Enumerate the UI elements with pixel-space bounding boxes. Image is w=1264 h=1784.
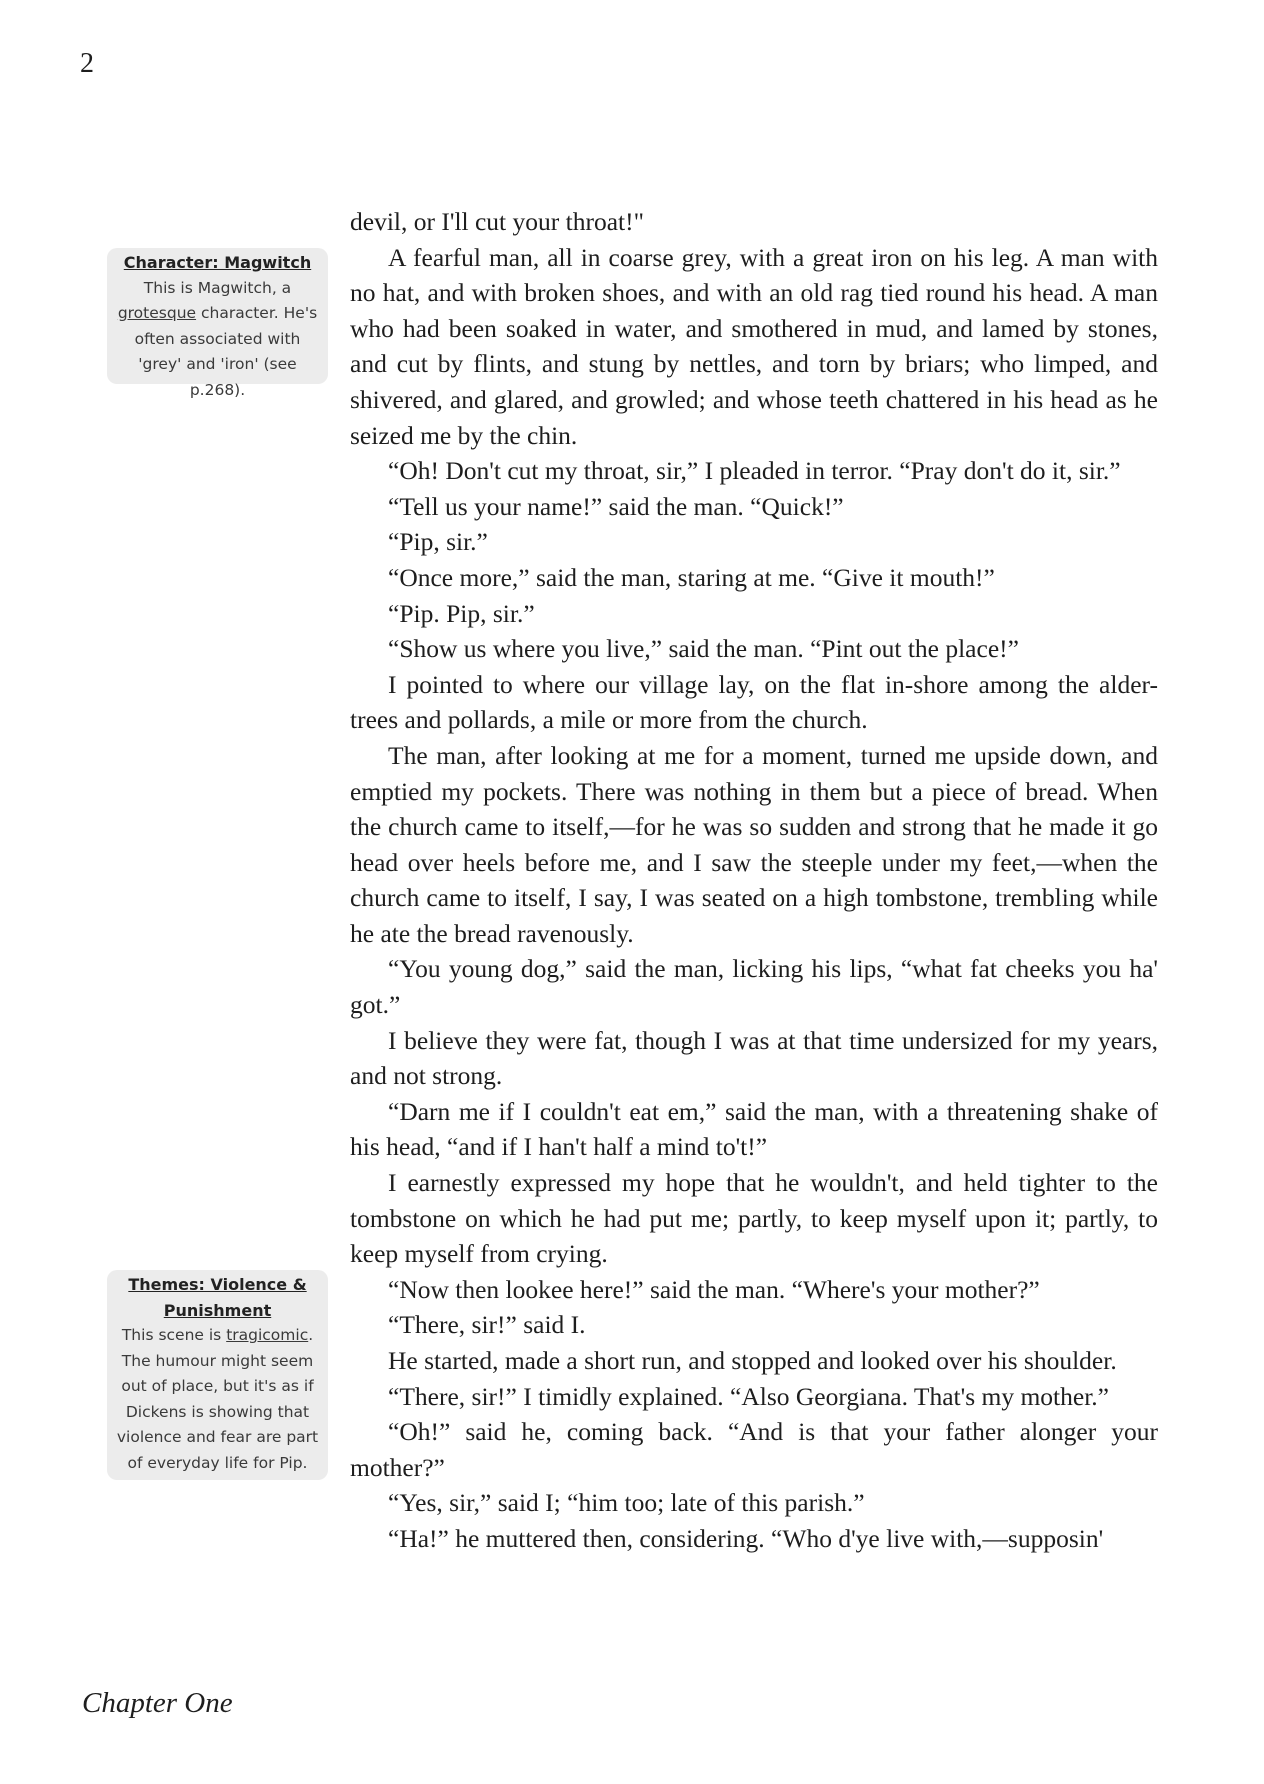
margin-note-title: Themes: Violence & Punishment xyxy=(128,1275,307,1320)
body-text xyxy=(350,204,1158,1557)
margin-note-text-start: This scene is xyxy=(121,1326,227,1344)
margin-note-text-start: This is Magwitch, a xyxy=(143,278,292,297)
paragraph: devil, or I'll cut your throat!" xyxy=(350,207,645,236)
margin-note-term: tragicomic xyxy=(226,1326,309,1344)
paragraph: “There, sir!” said I. xyxy=(388,1310,586,1340)
margin-note-character-magwitch xyxy=(107,248,328,399)
paragraph: “Oh!” said he, coming back. “And is that your father alonger your mother?” xyxy=(350,1417,1158,1482)
paragraph: “Oh! Don't cut my throat, sir,” I pleaded in terror. “Pray don't do it, sir.” xyxy=(388,456,1121,486)
margin-note-term: grotesque xyxy=(117,304,197,322)
paragraph: “Now then lookee here!” said the man. “Where's your mother?” xyxy=(388,1274,1040,1304)
paragraph: “Darn me if I couldn't eat em,” said the man, with a threatening shake of his head, “and if I han't half a mind to't!” xyxy=(350,1096,1158,1162)
paragraph: I pointed to where our village lay, on the flat in-shore among the alder-trees and pollards, a mile or more from the church. xyxy=(350,669,1158,735)
margin-note-themes-violence xyxy=(107,1270,328,1480)
paragraph: I earnestly expressed my hope that he wouldn't, and held tighter to the tombstone on which he had put me; partly, to keep myself upon it; partly, to keep myself from crying. xyxy=(350,1168,1158,1269)
paragraph: The man, after looking at me for a moment, turned me upside down, and emptied my pockets. There was nothing in them but a piece of bread. When the church came to itself,—for he was so sudden and strong that he made it go head over heels before me, and I saw the steeple under my feet,—when the church came to itself, I say, I was seated on a high tombstone, trembling while he ate the bread ravenously. xyxy=(350,740,1158,948)
margin-note-title: Character: Magwitch xyxy=(123,253,312,272)
paragraph: “Ha!” he muttered then, considering. “Who d'ye live with,—supposin' xyxy=(388,1523,1104,1553)
paragraph: “Tell us your name!” said the man. “Quick!” xyxy=(388,491,844,521)
page-number: 2 xyxy=(80,48,94,79)
paragraph: “Pip. Pip, sir.” xyxy=(388,598,535,628)
margin-note-text xyxy=(113,1323,322,1476)
footer-chapter-title: Chapter One xyxy=(82,1687,233,1719)
paragraph: “You young dog,” said the man, licking his lips, “what fat cheeks you ha' got.” xyxy=(350,954,1158,1020)
paragraph: I believe they were fat, though I was at that time undersized for my years, and not strong. xyxy=(350,1025,1158,1091)
paragraph: He started, made a short run, and stopped and looked over his shoulder. xyxy=(388,1346,1117,1375)
paragraph: “Pip, sir.” xyxy=(388,527,488,557)
paragraph: “Once more,” said the man, staring at me. “Give it mouth!” xyxy=(388,562,995,592)
paragraph: “There, sir!” I timidly explained. “Also Georgiana. That's my mother.” xyxy=(388,1381,1109,1411)
paragraph: “Yes, sir,” said I; “him too; late of this parish.” xyxy=(388,1488,865,1518)
margin-note-text-end: . The humour might seem out of place, but it's as if Dickens is showing that violence and fear are part of everyday life for Pip. xyxy=(116,1326,319,1472)
paragraph: “Show us where you live,” said the man. “Pint out the place!” xyxy=(388,634,1019,664)
paragraph: A fearful man, all in coarse grey, with a great iron on his leg. A man with no hat, and with broken shoes, and with an old rag tied round his head. A man who had been soaked in water, and smothered in mud, and lamed by stones, and cut by flints, and stung by nettles, and torn by briars; who limped, and shivered, and glared, and growled; and whose teeth chattered in his head as he seized me by the chin. xyxy=(350,242,1158,450)
margin-note-text xyxy=(113,276,322,404)
margin-note-text-end: character. He's often associated with 'grey' and 'iron' (see p.268). xyxy=(134,304,318,399)
